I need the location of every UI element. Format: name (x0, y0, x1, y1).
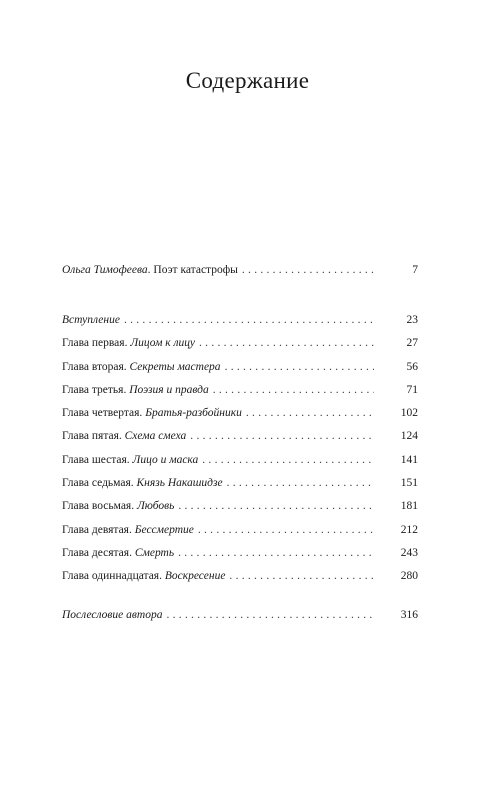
dot-leader (242, 264, 374, 276)
dot-leader (246, 407, 374, 419)
dot-leader (213, 384, 374, 396)
dot-leader (202, 454, 374, 466)
toc-entry-label (62, 500, 174, 512)
chapter-prefix: Глава одиннадцатая. (62, 570, 162, 583)
toc-entry-label (62, 454, 198, 466)
toc-page-number: 102 (400, 407, 418, 420)
dot-leader (198, 524, 374, 536)
toc-entry-afterword[interactable] (62, 609, 418, 632)
dot-leader (229, 570, 374, 582)
toc-entry-chapter[interactable] (62, 314, 418, 337)
chapter-prefix: Глава вторая. (62, 360, 127, 373)
toc-page-number: 124 (400, 430, 418, 443)
chapter-title: Секреты мастера (129, 360, 221, 373)
toc-page-number: 243 (400, 546, 418, 559)
foreword-title: Поэт катастрофы (153, 264, 238, 276)
toc-page-number: 280 (400, 570, 418, 583)
chapter-title: Поэзия и правда (129, 383, 209, 396)
foreword-separator: . (147, 264, 151, 276)
toc-entry-label (62, 430, 186, 442)
chapter-prefix: Глава десятая. (62, 546, 132, 559)
chapter-title: Схема смеха (124, 430, 187, 443)
toc-entry-chapter[interactable] (62, 547, 418, 570)
foreword-author: Ольга Тимофеева (62, 264, 148, 276)
chapter-prefix: Глава шестая. (62, 453, 130, 466)
toc-page-number: 23 (406, 314, 418, 326)
toc-entry-chapter[interactable] (62, 384, 418, 407)
toc-entry-chapter[interactable] (62, 500, 418, 523)
chapter-title: Лицом к лицу (130, 337, 196, 350)
afterword-title: Послесловие автора (62, 609, 163, 621)
toc-entry-chapter[interactable] (62, 361, 418, 384)
toc-foreword-section (62, 264, 418, 287)
chapter-title: Князь Накашидзе (136, 477, 223, 490)
dot-leader (166, 609, 374, 621)
toc-page-number: 7 (412, 264, 418, 276)
toc-entry-label (62, 609, 162, 621)
toc-entry-chapter[interactable] (62, 570, 418, 593)
chapter-prefix: Глава третья. (62, 383, 127, 396)
dot-leader (199, 337, 374, 349)
toc-entry-label (62, 570, 225, 582)
toc-entry-label (62, 264, 238, 276)
toc-entry-chapter[interactable] (62, 430, 418, 453)
chapter-prefix: Глава восьмая. (62, 500, 135, 513)
toc-entry-chapter[interactable] (62, 477, 418, 500)
toc-page-number: 141 (400, 453, 418, 466)
toc-entry-label (62, 477, 223, 489)
chapter-prefix: Глава пятая. (62, 430, 122, 443)
toc-page-number: 27 (406, 337, 418, 350)
toc-page-number: 316 (400, 609, 418, 621)
toc-page-number: 71 (406, 383, 418, 396)
chapter-title: Любовь (136, 500, 175, 513)
toc-entry-chapter[interactable] (62, 337, 418, 360)
dot-leader (124, 314, 374, 326)
toc-entry-label (62, 314, 120, 326)
toc-page-number: 212 (400, 523, 418, 536)
toc-entry-chapter[interactable] (62, 454, 418, 477)
toc-entry-label (62, 361, 221, 373)
toc-page-number: 181 (400, 500, 418, 513)
toc-afterword-section (62, 609, 418, 632)
page-title: Содержание (185, 68, 310, 93)
chapter-prefix: Глава девятая. (62, 523, 132, 536)
toc-entry-label (62, 337, 195, 349)
toc-entry-chapter[interactable] (62, 407, 418, 430)
chapter-prefix: Глава первая. (62, 337, 128, 350)
toc-entry-label (62, 524, 194, 536)
toc-entry-label (62, 384, 209, 396)
toc-entry-chapter[interactable] (62, 524, 418, 547)
toc-page-number: 151 (400, 477, 418, 490)
toc-chapters-section (62, 314, 418, 594)
dot-leader (178, 547, 374, 559)
toc-page-number: 56 (406, 360, 418, 373)
chapter-title: Вступление (62, 314, 120, 326)
toc-entry-label (62, 547, 174, 559)
dot-leader (225, 361, 374, 373)
chapter-prefix: Глава седьмая. (62, 477, 134, 490)
toc-entry-foreword[interactable] (62, 264, 418, 287)
dot-leader (178, 500, 374, 512)
chapter-title: Братья-разбойники (145, 407, 242, 420)
chapter-title: Воскресение (164, 570, 226, 583)
dot-leader (190, 430, 374, 442)
chapter-title: Лицо и маска (132, 453, 199, 466)
chapter-title: Смерть (134, 546, 175, 559)
chapter-title: Бессмертие (134, 523, 194, 536)
toc-entry-label (62, 407, 242, 419)
dot-leader (227, 477, 374, 489)
chapter-prefix: Глава четвертая. (62, 407, 143, 420)
